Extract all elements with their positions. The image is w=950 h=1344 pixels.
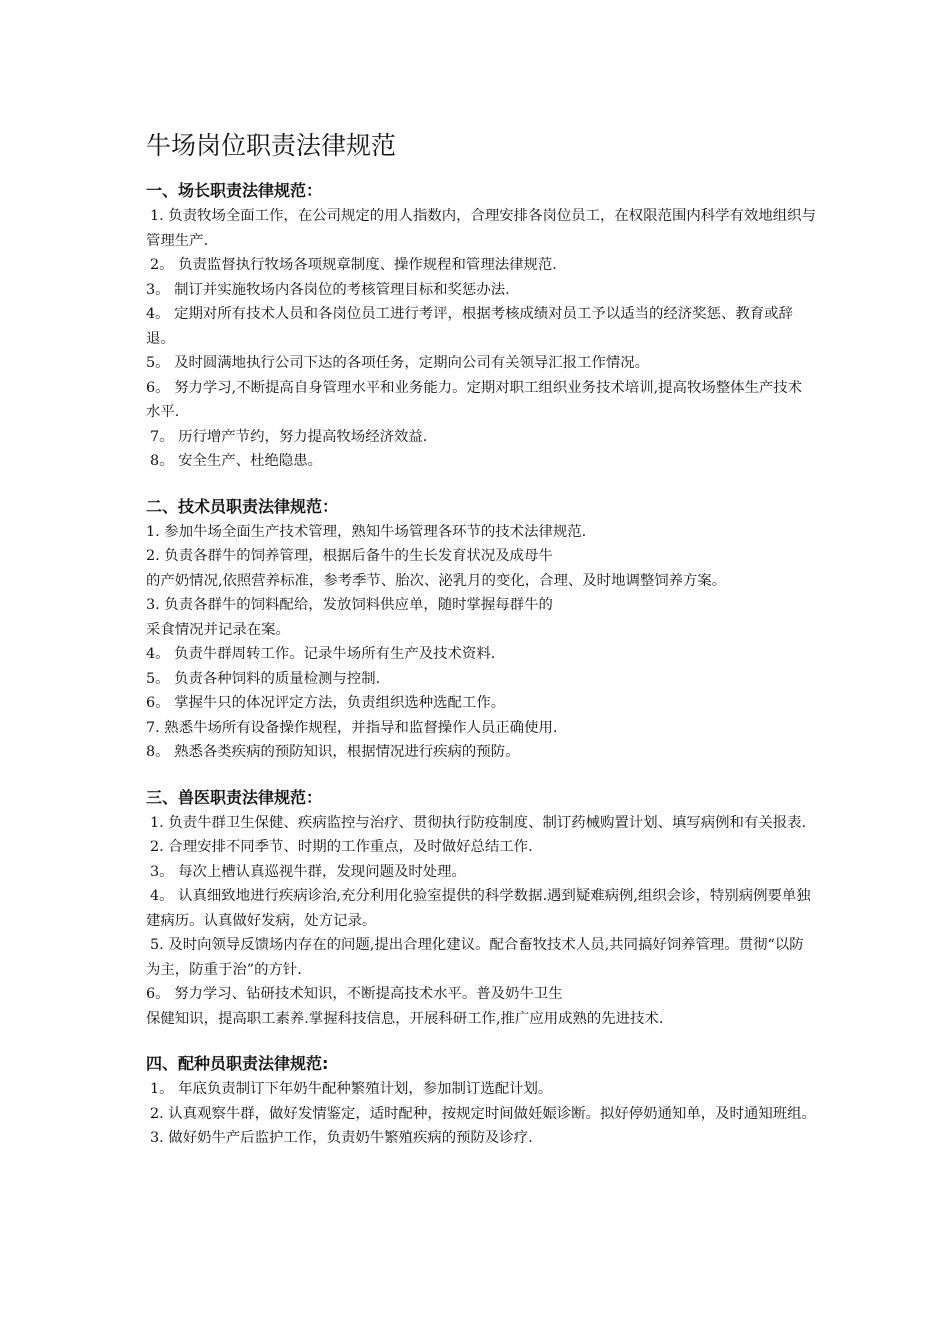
section-heading: 二、技术员职责法律规范：: [146, 496, 339, 516]
list-item: 7。 历行增产节约，努力提高牧场经济效益.: [150, 428, 428, 445]
list-item: 5。 及时圆满地执行公司下达的各项任务，定期向公司有关领导汇报工作情况。: [146, 355, 650, 371]
list-item: 6。 努力学习、钻研技术知识，不断提高技术水平。普及奶牛卫生 保健知识，提高职工素养.掌握科技信息，开展科研工作,推广应用成熟的先进技术.: [146, 986, 664, 1027]
list-item: 3。 制订并实施牧场内各岗位的考核管理目标和奖惩办法.: [146, 281, 510, 298]
list-item: 1. 负责牧场全面工作，在公司规定的用人指数内，合理安排各岗位员工，在权限范围内科学有效地组织与管理生产.: [146, 208, 816, 249]
list-item: 8。 熟悉各类疾病的预防知识，根据情况进行疾病的预防。: [146, 744, 520, 760]
section-4: [146, 1053, 816, 1151]
list-item: 4。 认真细致地进行疾病诊治,充分利用化验室提供的科学数据.遇到疑难病例,组织会诊，特别病例要单独建病历。认真做好发病，处方记录。: [146, 888, 811, 929]
list-item: 1. 参加牛场全面生产技术管理，熟知牛场管理各环节的技术法律规范.: [146, 523, 587, 540]
list-item: 3。 每次上槽认真巡视牛群，发现问题及时处理。: [150, 863, 466, 880]
list-item: 1. 负责牛群卫生保健、疾病监控与治疗、贯彻执行防疫制度、制订药械购置计划、填写病例和有关报表.: [150, 814, 807, 831]
section-heading: 三、兽医职责法律规范：: [146, 787, 323, 807]
list-item: 3. 做好奶牛产后监护工作，负责奶牛繁殖疾病的预防及诊疗.: [150, 1130, 533, 1146]
list-item: 1。 年底负责制订下年奶牛配种繁殖计划，参加制订选配计划。: [150, 1081, 553, 1097]
list-item: 6。 掌握牛只的体况评定方法，负责组织选种选配工作。: [146, 695, 506, 711]
list-item: 5。 负责各种饲料的质量检测与控制.: [146, 670, 381, 687]
list-item: 4。 负责牛群周转工作。记录牛场所有生产及技术资料.: [146, 646, 496, 662]
section-heading: 一、场长职责法律规范：: [146, 181, 323, 200]
list-item: 6。 努力学习,不断提高自身管理水平和业务能力。定期对职工组织业务技术培训,提高牧场整体生产技术水平.: [146, 379, 803, 420]
document-page: [146, 128, 816, 1173]
list-item: 4。 定期对所有技术人员和各岗位员工进行考评，根据考核成绩对员工予以适当的经济奖惩、教育或辞退。: [146, 306, 793, 347]
list-item: 8。 安全生产、杜绝隐患。: [150, 453, 323, 469]
list-item: 5. 及时向领导反馈场内存在的问题,提出合理化建议。配合畜牧技术人员,共同搞好饲养管理。贯彻“以防为主，防重于治”的方针.: [146, 937, 804, 978]
page-title: 牛场岗位职责法律规范: [146, 131, 397, 160]
list-item: 7. 熟悉牛场所有设备操作规程，并指导和监督操作人员正确使用.: [146, 719, 558, 736]
section-1: [146, 180, 816, 474]
list-item: 2。 负责监督执行牧场各项规章制度、操作规程和管理法律规范.: [150, 257, 557, 273]
section-heading: 四、配种员职责法律规范:: [146, 1054, 329, 1073]
list-item: 3. 负责各群牛的饲料配给，发放饲料供应单，随时掌握每群牛的 采食情况并记录在案。: [146, 597, 553, 638]
sections-container: [146, 180, 816, 1151]
section-3: [146, 787, 816, 1032]
list-item: 2. 负责各群牛的饲养管理，根据后备牛的生长发育状况及成母牛 的产奶情况,依照营养标准，参考季节、胎次、泌乳月的变化，合理、及时地调整饲养方案。: [146, 548, 727, 589]
list-item: 2. 合理安排不同季节、时期的工作重点，及时做好总结工作.: [150, 839, 533, 855]
list-item: 2. 认真观察牛群，做好发情鉴定，适时配种，按规定时间做妊娠诊断。拟好停奶通知单，及时通知班组。: [150, 1105, 816, 1122]
section-2: [146, 496, 816, 765]
